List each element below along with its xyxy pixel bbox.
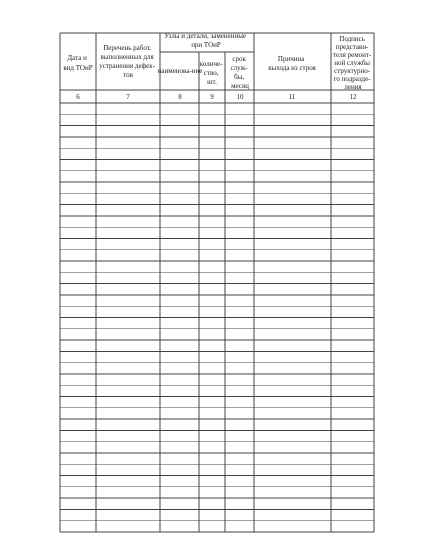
- header-replaced-parts: Узлы и детали, замененные при ТОиР: [164, 32, 247, 49]
- header-date-type: Дата и вид ТОиР: [63, 54, 93, 72]
- column-number: 7: [126, 93, 130, 101]
- column-number: 11: [288, 93, 296, 101]
- header-service-life: срок служ- бы, месяц: [230, 55, 249, 90]
- column-number: 10: [236, 93, 244, 101]
- column-number: 6: [76, 93, 80, 101]
- header-part-name: наименова-ние: [157, 67, 203, 75]
- header-failure-reason: Причина выхода из строя: [268, 55, 316, 72]
- table-grid: [60, 33, 374, 532]
- header-signature: Подпись представи- теля ремонт- ной службы структурно- го подразде- ления: [332, 35, 372, 91]
- header-quantity: количе- ство, шт.: [199, 60, 223, 86]
- column-number: 8: [178, 93, 182, 101]
- header-work-list: Перечень работ, выполненных для устранения дефек- тов: [99, 44, 156, 79]
- column-number-row: [76, 93, 357, 101]
- column-number: 9: [210, 93, 214, 101]
- column-number: 12: [349, 93, 357, 101]
